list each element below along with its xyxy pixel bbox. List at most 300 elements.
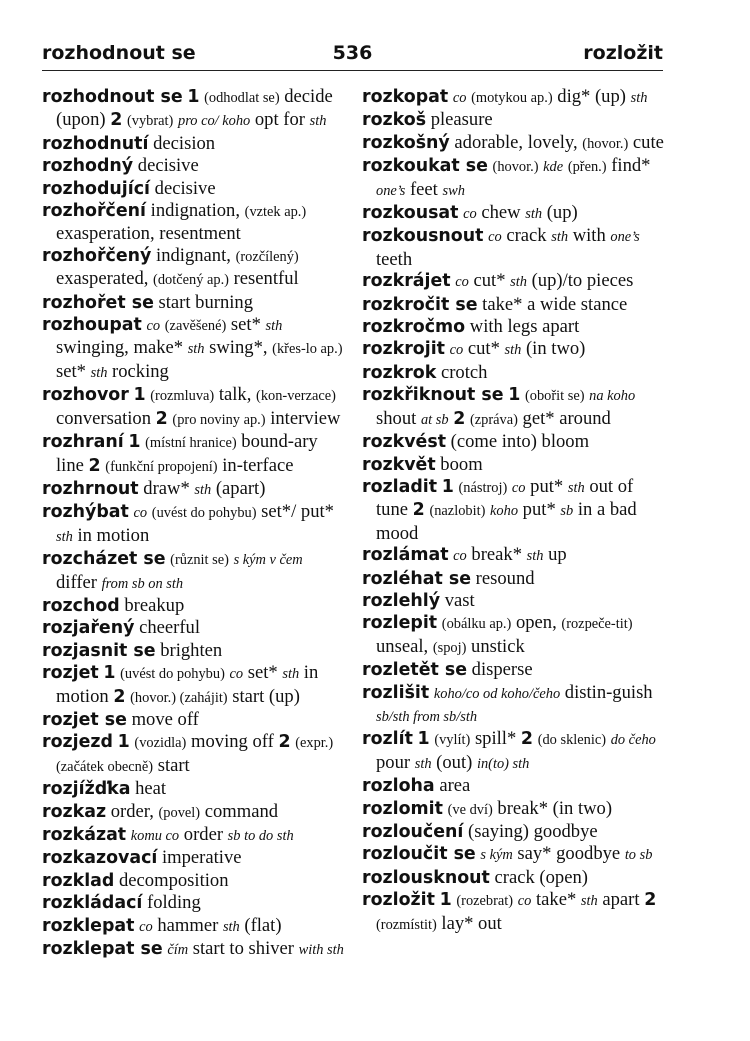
grammar-note: to sb (624, 847, 653, 864)
dictionary-entry (42, 314, 344, 384)
grammar-note: sth (526, 548, 544, 565)
translation: opt for (250, 109, 310, 131)
translation: set* (56, 360, 91, 382)
translation: decisive (150, 177, 216, 199)
translation: with legs apart (465, 316, 580, 338)
dictionary-entry (42, 938, 344, 961)
usage-label: (vybrat) (127, 113, 174, 130)
dictionary-entry (42, 548, 344, 595)
headword: rozhořčený (42, 245, 152, 266)
dictionary-entry (362, 867, 664, 889)
grammar-note: sth (580, 893, 598, 910)
translation: (in two) (521, 338, 586, 360)
headword: rozkošný (362, 132, 450, 153)
grammar-note: sth (265, 318, 283, 335)
dictionary-entry (362, 454, 664, 476)
dictionary-entry (362, 362, 664, 384)
dictionary-entry (42, 595, 344, 617)
dictionary-entry (362, 843, 664, 866)
dictionary-entry (362, 889, 664, 936)
translation: move off (126, 708, 199, 730)
translation: lay* out (436, 912, 502, 934)
headword: rozkopat (362, 87, 449, 107)
translation: order, (106, 800, 159, 822)
headword: rozhoupat (42, 315, 142, 336)
translation: area (434, 775, 471, 797)
translation: (saying) goodbye (463, 821, 598, 842)
dictionary-entry (42, 133, 344, 155)
usage-label: (dotčený ap.) (153, 272, 229, 289)
sense-number: 1 (187, 87, 200, 107)
headword: rozkřiknout se (362, 385, 504, 406)
translation: interview (265, 407, 341, 429)
translation: crotch (436, 361, 488, 383)
headword: rozkročmo (362, 317, 466, 338)
translation: feet (405, 178, 443, 200)
dictionary-entry (42, 662, 344, 709)
headword: rozkvést (362, 432, 447, 453)
grammar-note: sth (510, 274, 527, 291)
headword: rozklad (42, 870, 115, 891)
dictionary-entry (362, 132, 664, 155)
translation: order (179, 824, 228, 845)
usage-label: (motykou ap.) (471, 90, 553, 106)
usage-label: (uvést do pohybu) (120, 666, 225, 683)
dictionary-entry (42, 86, 344, 133)
translation: cut* (468, 270, 511, 292)
dictionary-entry (362, 590, 664, 612)
translation: shout (376, 407, 421, 429)
grammar-note: with sth (298, 942, 344, 959)
headword: rozhořet se (42, 292, 154, 313)
translation: brighten (155, 639, 223, 661)
translation: exasperated, (56, 268, 154, 290)
grammar-note: co (453, 548, 467, 565)
left-column (42, 86, 344, 961)
grammar-note: sth (567, 479, 585, 496)
translation: say* goodbye (512, 843, 625, 865)
headword: rozhýbat (42, 502, 129, 523)
grammar-note: sth (309, 113, 327, 130)
headword: rozkázat (42, 825, 127, 845)
translation: unstick (466, 635, 525, 657)
grammar-note: sth (56, 528, 73, 545)
translation: resound (471, 567, 535, 589)
dictionary-entry (362, 612, 664, 659)
translation: put* (518, 499, 561, 521)
translation: in motion (56, 662, 319, 707)
translation: teeth (376, 248, 413, 270)
usage-label: (ve dví) (447, 801, 493, 818)
grammar-note: swh (442, 182, 465, 199)
translation: apart (597, 889, 645, 911)
grammar-note: co (146, 318, 161, 335)
translation: pleasure (426, 109, 493, 131)
headword: rozlehlý (362, 590, 441, 611)
dictionary-entry (362, 86, 664, 109)
headword: rozlišit (362, 682, 430, 703)
usage-label: (křes-lo ap.) (272, 341, 343, 358)
grammar-note: sth (194, 481, 212, 498)
sense-number: 1 (103, 663, 116, 684)
translation: spill* (470, 728, 521, 750)
usage-label: (různit se) (170, 552, 229, 569)
translation: with (568, 225, 611, 247)
headword: rozhořčení (42, 201, 146, 222)
usage-label: (do sklenic) (537, 732, 607, 749)
grammar-note: co (452, 90, 467, 106)
grammar-note: sth (630, 90, 648, 106)
translation: up (543, 544, 567, 566)
grammar-note: koho (490, 503, 519, 520)
sense-number: 2 (644, 890, 657, 911)
translation: adorable, lovely, (449, 131, 583, 153)
usage-label: (rozebrat) (456, 893, 514, 910)
sense-number: 1 (133, 385, 146, 406)
translation: take* a wide stance (477, 293, 628, 315)
sense-number: 2 (520, 729, 534, 750)
grammar-note: koho/co od koho/čeho (433, 685, 561, 702)
dictionary-entry (362, 568, 664, 590)
translation: take* (531, 889, 581, 911)
grammar-note: one’s (610, 229, 640, 246)
sense-number: 1 (439, 890, 452, 911)
sense-number: 1 (508, 385, 521, 406)
right-column (362, 86, 664, 936)
usage-label: (hovor.) (zahájit) (130, 689, 228, 706)
translation: exasperation, resentment (56, 223, 241, 245)
grammar-note: sth (222, 918, 240, 935)
dictionary-entry (362, 338, 664, 361)
translation: start (up) (227, 685, 300, 707)
translation: command (200, 800, 279, 822)
dictionary-entry (42, 824, 344, 847)
headword: rozkaz (42, 801, 107, 822)
dictionary-entry (362, 270, 664, 293)
headword: rozhodný (42, 156, 134, 177)
headword: rozhraní (42, 432, 124, 453)
grammar-note: do čeho (610, 732, 656, 749)
headword: rozkoš (362, 110, 427, 131)
headword: rozhodnout se (42, 87, 183, 107)
grammar-note: pro co/ koho (178, 113, 251, 130)
dictionary-entry (362, 155, 664, 202)
dictionary-entry (42, 731, 344, 778)
headword: rozloučit se (362, 844, 476, 865)
translation: chew (476, 202, 526, 224)
translation: indignation, (146, 200, 245, 222)
headword: rozjet se (42, 709, 127, 730)
translation: cheerful (134, 617, 200, 639)
grammar-note: sth (504, 342, 522, 359)
translation: (up)/to pieces (526, 270, 634, 292)
headword: rozléhat se (362, 568, 472, 589)
usage-label: (přen.) (567, 159, 607, 176)
translation: out of tune (376, 475, 634, 521)
usage-label: (odhodlat se) (204, 90, 280, 106)
dictionary-entry (42, 501, 344, 548)
translation: break* (466, 544, 527, 566)
translation: moving off (186, 731, 279, 753)
usage-label: (nazlobit) (429, 503, 486, 520)
translation: cute (628, 131, 664, 153)
grammar-note: s kým v čem (233, 552, 303, 569)
translation: swing*, (204, 337, 273, 359)
grammar-note: na koho (589, 388, 636, 405)
grammar-note: co (511, 479, 526, 496)
translation: open, (511, 612, 562, 634)
translation: heat (130, 778, 167, 800)
grammar-note: sth (187, 341, 205, 358)
translation: hammer (152, 914, 223, 936)
headword: rozhovor (42, 385, 129, 406)
usage-label: (rozmluva) (150, 388, 215, 405)
translation: decomposition (114, 869, 229, 891)
dictionary-entry (42, 178, 344, 200)
headword: rozklepat (42, 915, 135, 936)
headword: rozletět se (362, 660, 468, 681)
grammar-note: čím (167, 942, 189, 959)
translation: cut* (463, 338, 505, 360)
dictionary-entry (362, 294, 664, 316)
dictionary-entry (362, 109, 664, 131)
headword: rozkrájet (362, 271, 451, 292)
headword: rozklepat se (42, 939, 163, 960)
dictionary-entry (42, 431, 344, 478)
translation: draw* (138, 477, 195, 499)
dictionary-entry (42, 200, 344, 245)
grammar-note: sth (525, 206, 543, 223)
translation: talk, (214, 384, 257, 406)
usage-label: (expr.) (začátek obecně) (56, 735, 334, 775)
headword: rozkládací (42, 893, 143, 914)
usage-label: (zavěšené) (164, 318, 227, 335)
grammar-note: co (517, 893, 532, 910)
translation: folding (142, 892, 201, 914)
headword: rozjařený (42, 618, 135, 639)
translation: decide (upon) (56, 86, 333, 131)
usage-label: (obálku ap.) (441, 616, 512, 633)
grammar-note: in(to) sth (476, 755, 530, 772)
sense-number: 1 (441, 476, 454, 497)
translation: break* (in two) (492, 797, 613, 819)
dictionary-entry (362, 798, 664, 821)
translation: (apart) (211, 477, 266, 499)
headword: rozlomit (362, 798, 443, 819)
usage-label: (rozmístit) (376, 916, 437, 933)
usage-label: (obořit se) (524, 388, 585, 405)
sense-number: 2 (110, 110, 123, 131)
usage-label: (hovor.) (582, 135, 629, 152)
translation: in motion (72, 524, 150, 546)
grammar-note: co (455, 274, 469, 291)
translation: get* around (517, 407, 611, 429)
translation: boom (435, 453, 483, 475)
headword: rozhrnout (42, 478, 139, 499)
dictionary-entry (42, 709, 344, 731)
usage-label: (povel) (158, 804, 201, 821)
translation: indignant, (151, 244, 236, 266)
dictionary-entry (42, 847, 344, 869)
sense-number: 2 (453, 408, 466, 429)
translation: unseal, (376, 635, 433, 657)
usage-label: (zpráva) (469, 411, 518, 428)
headword: rozkvět (362, 454, 436, 475)
dictionary-entry (42, 384, 344, 431)
usage-label: (uvést do pohybu) (151, 505, 257, 522)
dictionary-entry (362, 384, 664, 431)
usage-label: (spoj) (432, 639, 467, 656)
headword: rozlousknout (362, 867, 490, 888)
dictionary-entry (42, 915, 344, 938)
dictionary-entry (42, 640, 344, 662)
dictionary-entry (42, 778, 344, 800)
translation: (come into) bloom (446, 431, 590, 453)
usage-label: (rozčílený) (235, 248, 299, 265)
grammar-note: co (133, 505, 148, 522)
headword: rozkoukat se (362, 156, 488, 177)
translation: decision (148, 132, 216, 154)
grammar-note: sb to do sth (227, 828, 294, 844)
headword: rozkrok (362, 362, 437, 383)
sense-number: 2 (113, 686, 126, 707)
translation: crack (open) (489, 866, 588, 888)
translation: set*/ put* (256, 501, 334, 523)
translation: differ (56, 571, 102, 593)
usage-label: (vztek ap.) (244, 204, 307, 221)
usage-label: (hovor.) (492, 159, 539, 176)
grammar-note: sth (551, 229, 569, 246)
grammar-note: sb/sth from sb/sth (376, 708, 478, 725)
translation: decisive (133, 155, 199, 177)
grammar-note: komu co (130, 828, 180, 844)
translation: put* (525, 475, 568, 497)
translation: start to shiver (188, 938, 299, 960)
dictionary-entry (362, 659, 664, 681)
dictionary-entry (42, 245, 344, 292)
grammar-note: s kým (480, 847, 513, 864)
dictionary-entry (42, 801, 344, 824)
header-last-entry: rozložit (583, 42, 663, 64)
dictionary-entry (362, 821, 664, 843)
dictionary-entry (42, 292, 344, 314)
translation: swinging, make* (56, 337, 188, 359)
dictionary-entry (362, 476, 664, 544)
grammar-note: from sb on sth (101, 575, 184, 592)
dictionary-entry (362, 316, 664, 338)
grammar-note: co (488, 229, 502, 246)
headword: rozjet (42, 663, 99, 684)
headword: rozlámat (362, 545, 449, 566)
page-number: 536 (332, 42, 373, 64)
dictionary-entry (362, 775, 664, 797)
dictionary-entry (42, 617, 344, 639)
grammar-note: co (139, 918, 153, 935)
sense-number: 1 (128, 432, 141, 453)
translation: rocking (107, 360, 169, 382)
headword: rozloučení (362, 822, 464, 842)
dictionary-entry (362, 431, 664, 453)
grammar-note: sb (560, 503, 574, 520)
headword: rozloha (362, 776, 435, 797)
dictionary-entry (42, 892, 344, 914)
headword: rozlít (362, 729, 413, 750)
translation: imperative (157, 847, 242, 869)
translation: distin-guish (560, 681, 653, 703)
headword: rozcházet se (42, 549, 166, 570)
grammar-note: kde (543, 159, 564, 176)
headword: rozhodnutí (42, 133, 149, 154)
grammar-note: sth (282, 666, 300, 683)
usage-label: (vozidla) (134, 735, 187, 752)
headword: rozlepit (362, 613, 438, 634)
usage-label: (rozpeče-tit) (561, 616, 633, 633)
usage-label: (funkční propojení) (105, 458, 218, 475)
translation: in a bad mood (376, 499, 637, 544)
usage-label: (kon-verzace) (256, 388, 336, 405)
headword: rozkazovací (42, 848, 158, 869)
dictionary-entry (362, 728, 664, 775)
headword: rozhodující (42, 178, 150, 199)
grammar-note: sth (90, 364, 108, 381)
translation: (out) (431, 751, 477, 773)
sense-number: 1 (417, 729, 430, 750)
grammar-note: one’s (376, 182, 406, 199)
dictionary-entry (362, 544, 664, 567)
grammar-note: at sb (420, 411, 449, 428)
grammar-note: sth (414, 755, 432, 772)
dictionary-entry (42, 155, 344, 177)
dictionary-entry (362, 202, 664, 225)
translation: resentful (228, 268, 299, 290)
usage-label: (nástroj) (458, 479, 508, 496)
headword: rozjížďka (42, 779, 131, 800)
sense-number: 1 (117, 732, 130, 753)
translation: set* (243, 662, 283, 684)
sense-number: 2 (412, 500, 425, 521)
sense-number: 2 (278, 732, 291, 753)
translation: conversation (56, 407, 156, 429)
headword: rozjezd (42, 732, 113, 753)
sense-number: 2 (88, 455, 101, 476)
translation: dig* (up) (552, 86, 631, 107)
usage-label: (vylít) (434, 732, 471, 749)
headword: rozkousat (362, 203, 459, 224)
dictionary-entry (362, 682, 664, 729)
translation: in-terface (217, 454, 294, 476)
translation: breakup (119, 594, 185, 616)
translation: (up) (542, 202, 578, 224)
dictionary-entry (42, 870, 344, 892)
translation: start (153, 754, 190, 776)
translation: pour (376, 751, 415, 773)
translation: vast (440, 589, 475, 611)
headword: rozkročit se (362, 294, 478, 315)
usage-label: (místní hranice) (145, 435, 237, 452)
headword: rozjasnit se (42, 640, 156, 661)
translation: bound-ary line (56, 431, 318, 476)
usage-label: (pro noviny ap.) (172, 411, 266, 428)
headword: rozkousnout (362, 226, 484, 247)
header-first-entry: rozhodnout se (42, 42, 196, 64)
translation: start burning (153, 291, 254, 313)
sense-number: 2 (155, 408, 168, 429)
dictionary-entry (362, 225, 664, 270)
translation: set* (226, 314, 266, 336)
grammar-note: co (463, 206, 477, 223)
translation: crack (501, 225, 552, 247)
grammar-note: co (449, 342, 464, 359)
